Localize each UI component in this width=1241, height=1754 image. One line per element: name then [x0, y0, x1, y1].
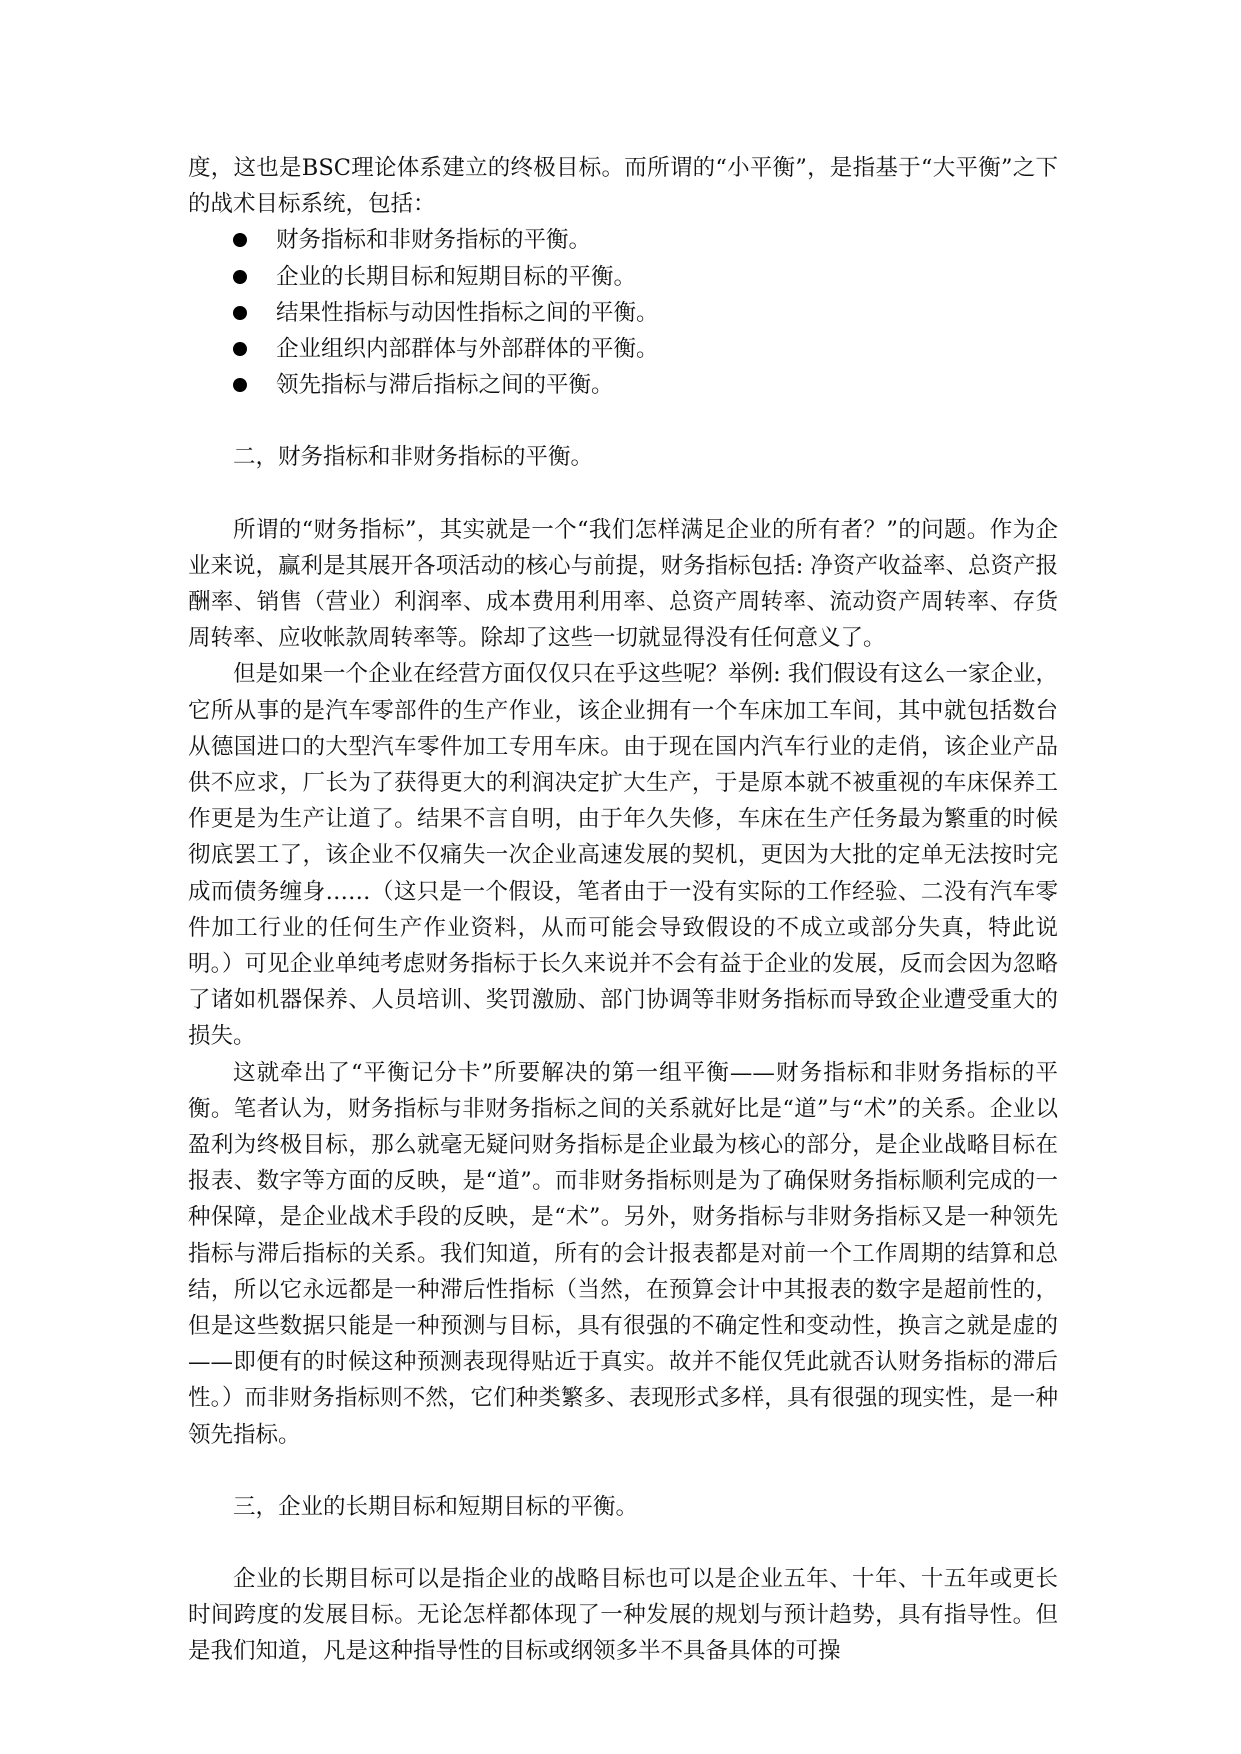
- bullet-dot-icon: [233, 342, 247, 356]
- bullet-dot-icon: [233, 306, 247, 320]
- body-paragraph: 所谓的“财务指标”，其实就是一个“我们怎样满足企业的所有者？”的问题。作为企业来说，赢利是其展开各项活动的核心与前提，财务指标包括: 净资产收益率、总资产报酬率、销售（营业）利润率、成本费用利用率、总资产周转率、流动资产周转率、存货周转率、应收帐款周转率等。除却了这些一切就显得没有任何意义了。: [188, 516, 1058, 652]
- bullet-text: 企业的长期目标和短期目标的平衡。: [276, 263, 637, 290]
- body-paragraph: 但是如果一个企业在经营方面仅仅只在乎这些呢？举例: 我们假设有这么一家企业，它所从事的是汽车零部件的生产作业，该企业拥有一个车床加工车间，其中就包括数台从德国进口的大型汽车零件加工专用车床。由于现在国内汽车行业的走俏，该企业产品供不应求，厂长为了获得更大的利润决定扩大生产，于是原本就不被重视的车床保养工作更是为生产让道了。结果不言自明，由于年久失修，车床在生产任务最为繁重的时候彻底罢工了，该企业不仅痛失一次企业高速发展的契机，更因为大批的定单无法按时完成而债务缠身……（这只是一个假设，笔者由于一没有实际的工作经验、二没有汽车零件加工行业的任何生产作业资料，从而可能会导致假设的不成立或部分失真，特此说明。）可见企业单纯考虑财务指标于长久来说并不会有益于企业的发展，反而会因为忽略了诸如机器保养、人员培训、奖罚激励、部门协调等非财务指标而导致企业遭受重大的损失。: [188, 661, 1058, 1050]
- bullet-dot-icon: [233, 233, 247, 247]
- spacer: [188, 403, 1058, 439]
- bullet-item: [188, 259, 1058, 295]
- spacer: [188, 476, 1058, 512]
- bullet-item: [188, 295, 1058, 331]
- section-heading: 三，企业的长期目标和短期目标的平衡。: [233, 1493, 639, 1520]
- bullet-text: 财务指标和非财务指标的平衡。: [276, 227, 592, 254]
- bullet-list: [188, 222, 1058, 403]
- body-paragraph: 企业的长期目标可以是指企业的战略目标也可以是企业五年、十年、十五年或更长时间跨度的发展目标。无论怎样都体现了一种发展的规划与预计趋势，具有指导性。但是我们知道，凡是这种指导性的目标或纲领多半不具备具体的可操: [188, 1566, 1058, 1665]
- bullet-dot-icon: [233, 270, 247, 284]
- bullet-text: 企业组织内部群体与外部群体的平衡。: [276, 335, 659, 362]
- spacer: [188, 1525, 1058, 1561]
- bullet-item: [188, 331, 1058, 367]
- bullet-item: [188, 222, 1058, 258]
- bullet-dot-icon: [233, 378, 247, 392]
- section-heading: 二，财务指标和非财务指标的平衡。: [233, 444, 594, 471]
- bullet-text: 结果性指标与动因性指标之间的平衡。: [276, 299, 659, 326]
- bullet-item: [188, 367, 1058, 403]
- intro-paragraph: 度，这也是BSC理论体系建立的终极目标。而所谓的“小平衡”，是指基于“大平衡”之下的战术目标系统，包括：: [188, 155, 1058, 218]
- document-body: [188, 150, 1058, 1670]
- body-paragraph: 这就牵出了“平衡记分卡”所要解决的第一组平衡——财务指标和非财务指标的平衡。笔者认为，财务指标与非财务指标之间的关系就好比是“道”与“术”的关系。企业以盈利为终极目标，那么就毫无疑问财务指标是企业最为核心的部分，是企业战略目标在报表、数字等方面的反映，是“道”。而非财务指标则是为了确保财务指标顺利完成的一种保障，是企业战术手段的反映，是“术”。另外，财务指标与非财务指标又是一种领先指标与滞后指标的关系。我们知道，所有的会计报表都是对前一个工作周期的结算和总结，所以它永远都是一种滞后性指标（当然，在预算会计中其报表的数字是超前性的，但是这些数据只能是一种预测与目标，具有很强的不确定性和变动性，换言之就是虚的——即便有的时候这种预测表现得贴近于真实。故并不能仅凭此就否认财务指标的滞后性。）而非财务指标则不然，它们种类繁多、表现形式多样，具有很强的现实性，是一种领先指标。: [188, 1059, 1058, 1448]
- spacer: [188, 1453, 1058, 1489]
- bullet-text: 领先指标与滞后指标之间的平衡。: [276, 372, 614, 399]
